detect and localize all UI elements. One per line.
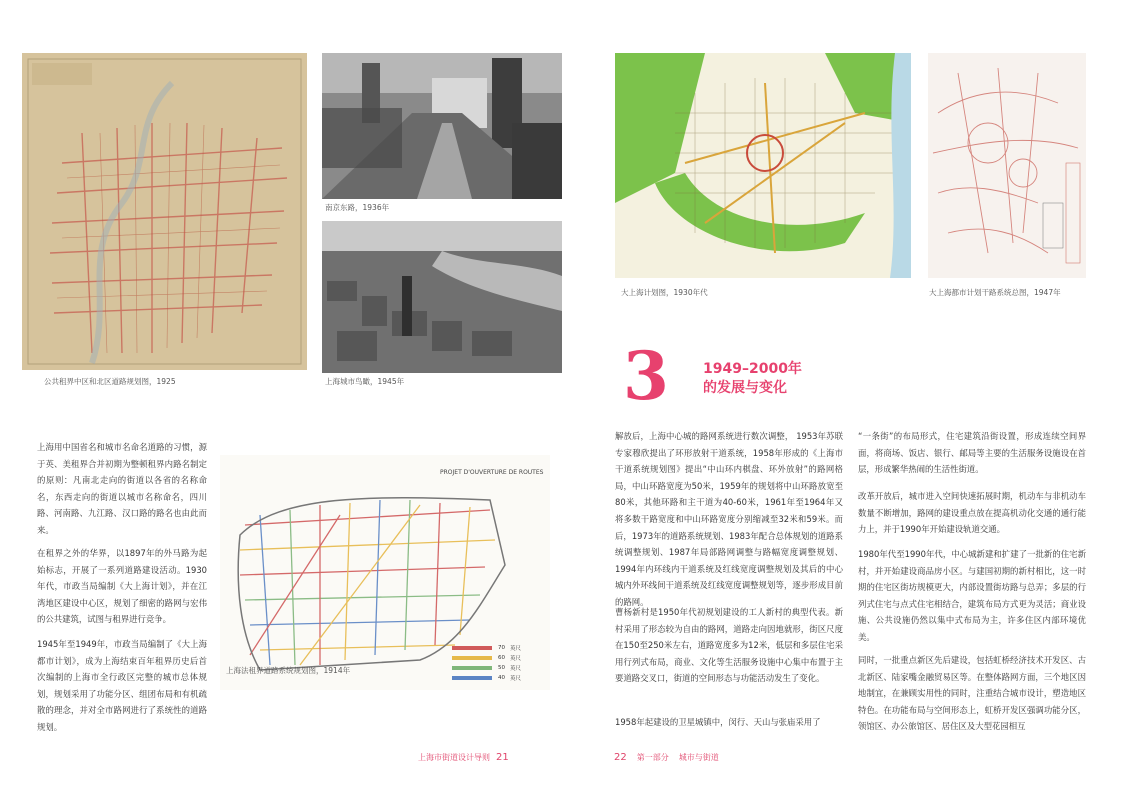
section-title-line2: 的发展与变化 (703, 380, 787, 396)
map-1914-title: PROJET D'OUVERTURE DE ROUTES (440, 469, 544, 476)
caption-plan-1930: 大上海计划图，1930年代 (621, 288, 708, 297)
legend-unit: 英尺 (510, 646, 522, 652)
legend-row (452, 653, 532, 663)
nanjing-road-photo (322, 53, 562, 199)
right-paragraph-1: “一条街”的布局形式，住宅建筑沿街设置，形成连续空间界面，将商场、饭店、银行、邮局等主要的生活服务设施设在首层，形成繁华热闹的生活性街道。 (858, 431, 1086, 475)
plan-1930-image (615, 53, 911, 278)
legend-swatch (452, 666, 492, 670)
section-title (703, 360, 802, 398)
legend-row (452, 663, 532, 673)
section-title-line1: 1949–2000年 (703, 361, 802, 377)
right-paragraph-2: 改革开放后，城市进入空间快速拓展时期，机动车与非机动车数量不断增加，路网的建设重点放在提高机动化交通的通行能力上，并于1990年开始建设轨道交通。 (858, 491, 1086, 535)
map-1925-image (22, 53, 307, 370)
plan-1947-image (928, 53, 1086, 278)
legend-row (452, 673, 532, 683)
legend-unit: 英尺 (510, 656, 522, 662)
caption-french-1914: 上海法租界道路系统规划图，1914年 (226, 666, 351, 675)
caption-aerial-1945: 上海城市鸟瞰，1945年 (325, 377, 405, 386)
legend-swatch (452, 676, 492, 680)
legend-value: 50 (498, 665, 505, 671)
aerial-1945-photo (322, 221, 562, 373)
legend-unit: 英尺 (510, 676, 522, 682)
caption-map-1925: 公共租界中区和北区道路规划图，1925 (44, 377, 176, 386)
footer-right-page-number: 22 (614, 752, 627, 763)
footer-right-title: 城市与街道 (678, 753, 719, 762)
mid-paragraph-1: 解放后，上海中心城的路网系统进行数次调整， 1953年苏联专家穆欣提出了环形放射干道系统，1958年形成的《上海市干道系统规划图》提出“中山环内棋盘、环外放射”的路网格局，中山环路宽度为50米，1959年的规划将中山环路放宽至80米，其他环路和主干道为40-60米，1961年至1964年又将多数干路宽度和中山环路宽度分别缩减至32米和59米。而后，1973年的道路系统规划、1983年配合总体规划的道路系统调整规划、1987年局部路网调整与路幅宽度调整规划、1994年内环线内干道系统及红线宽度调整规划及其后的中心城内外环线间干道系统及红线宽度调整规划等，逐步形成目前的路网。 (615, 431, 843, 607)
footer-left-title: 上海市街道设计导则 (418, 753, 490, 762)
legend-unit: 英尺 (510, 666, 522, 672)
caption-nanjing-road: 南京东路，1936年 (325, 203, 390, 212)
left-paragraph-1: 上海用中国省名和城市名命名道路的习惯，源于英、美租界合并初期为整顿租界内路名制定的原则：凡南北走向的街道以各省的名称命名，东西走向的街道以城市名称命名，四川路、河南路、九江路、汉口路的路名也由此而来。 (37, 442, 207, 535)
footer-left-page-number: 21 (496, 752, 509, 763)
legend-value: 40 (498, 675, 505, 681)
footer-right-part: 第一部分 (636, 753, 669, 762)
right-paragraph-4: 同时，一批重点新区先后建设，包括虹桥经济技术开发区、古北新区、陆家嘴金融贸易区等。在整体路网方面，三个地区因地制宜，在兼顾实用性的同时，注重结合城市设计，塑造地区特色。在功能布局与空间形态上，虹桥开发区强调功能分区，领馆区、办公旅馆区、居住区及大型花园相互 (858, 655, 1086, 732)
mid-paragraph-2: 曹杨新村是1950年代初规划建设的工人新村的典型代表。新村采用了形态较为自由的路网，道路走向因地就形，街区尺度在150至250米左右，道路宽度多为12米，低层和多层住宅采用行列式布局，商业、文化等生活服务设施中心集中布置于主要道路交叉口，街道的空间形态与功能活动发生了变化。 (615, 607, 843, 684)
footer-right (614, 752, 719, 763)
legend-row (452, 643, 532, 653)
legend-value: 60 (498, 655, 505, 661)
caption-plan-1947: 大上海都市计划干路系统总图，1947年 (929, 288, 1061, 297)
right-paragraph-3: 1980年代至1990年代，中心城新建和扩建了一批新的住宅新村，并开始建设商品房小区。与建国初期的新村相比，这一时期的住宅区街坊规模更大，内部设置街坊路与总弄；多层的行列式住宅与点式住宅相结合，建筑布局方式更为灵活；商业设施、公共设施仍然以集中式布局为主，许多住区内部环境优美。 (858, 549, 1086, 642)
legend-value: 70 (498, 645, 505, 651)
legend-1914 (452, 643, 532, 683)
legend-swatch (452, 646, 492, 650)
legend-swatch (452, 656, 492, 660)
mid-paragraph-3: 1958年起建设的卫星城镇中，闵行、天山与张庙采用了 (615, 717, 821, 727)
left-paragraph-2: 在租界之外的华界，以1897年的外马路为起始标志，开展了一系列道路建设活动。1930年代，市政当局编制《大上海计划》，并在江湾地区建设中心区，规划了细密的路网与宏伟的公共建筑，试图与租界进行竞争。 (37, 548, 207, 625)
section-number: 3 (623, 337, 669, 415)
footer-left (418, 752, 509, 763)
left-paragraph-3: 1945年至1949年，市政当局编制了《大上海都市计划》，成为上海结束百年租界历史后首次编制的上海市全行政区完整的城市总体规划，规划采用了功能分区、组团布局和有机疏散的理念，并对全市路网进行了系统性的道路规划。 (37, 639, 207, 732)
